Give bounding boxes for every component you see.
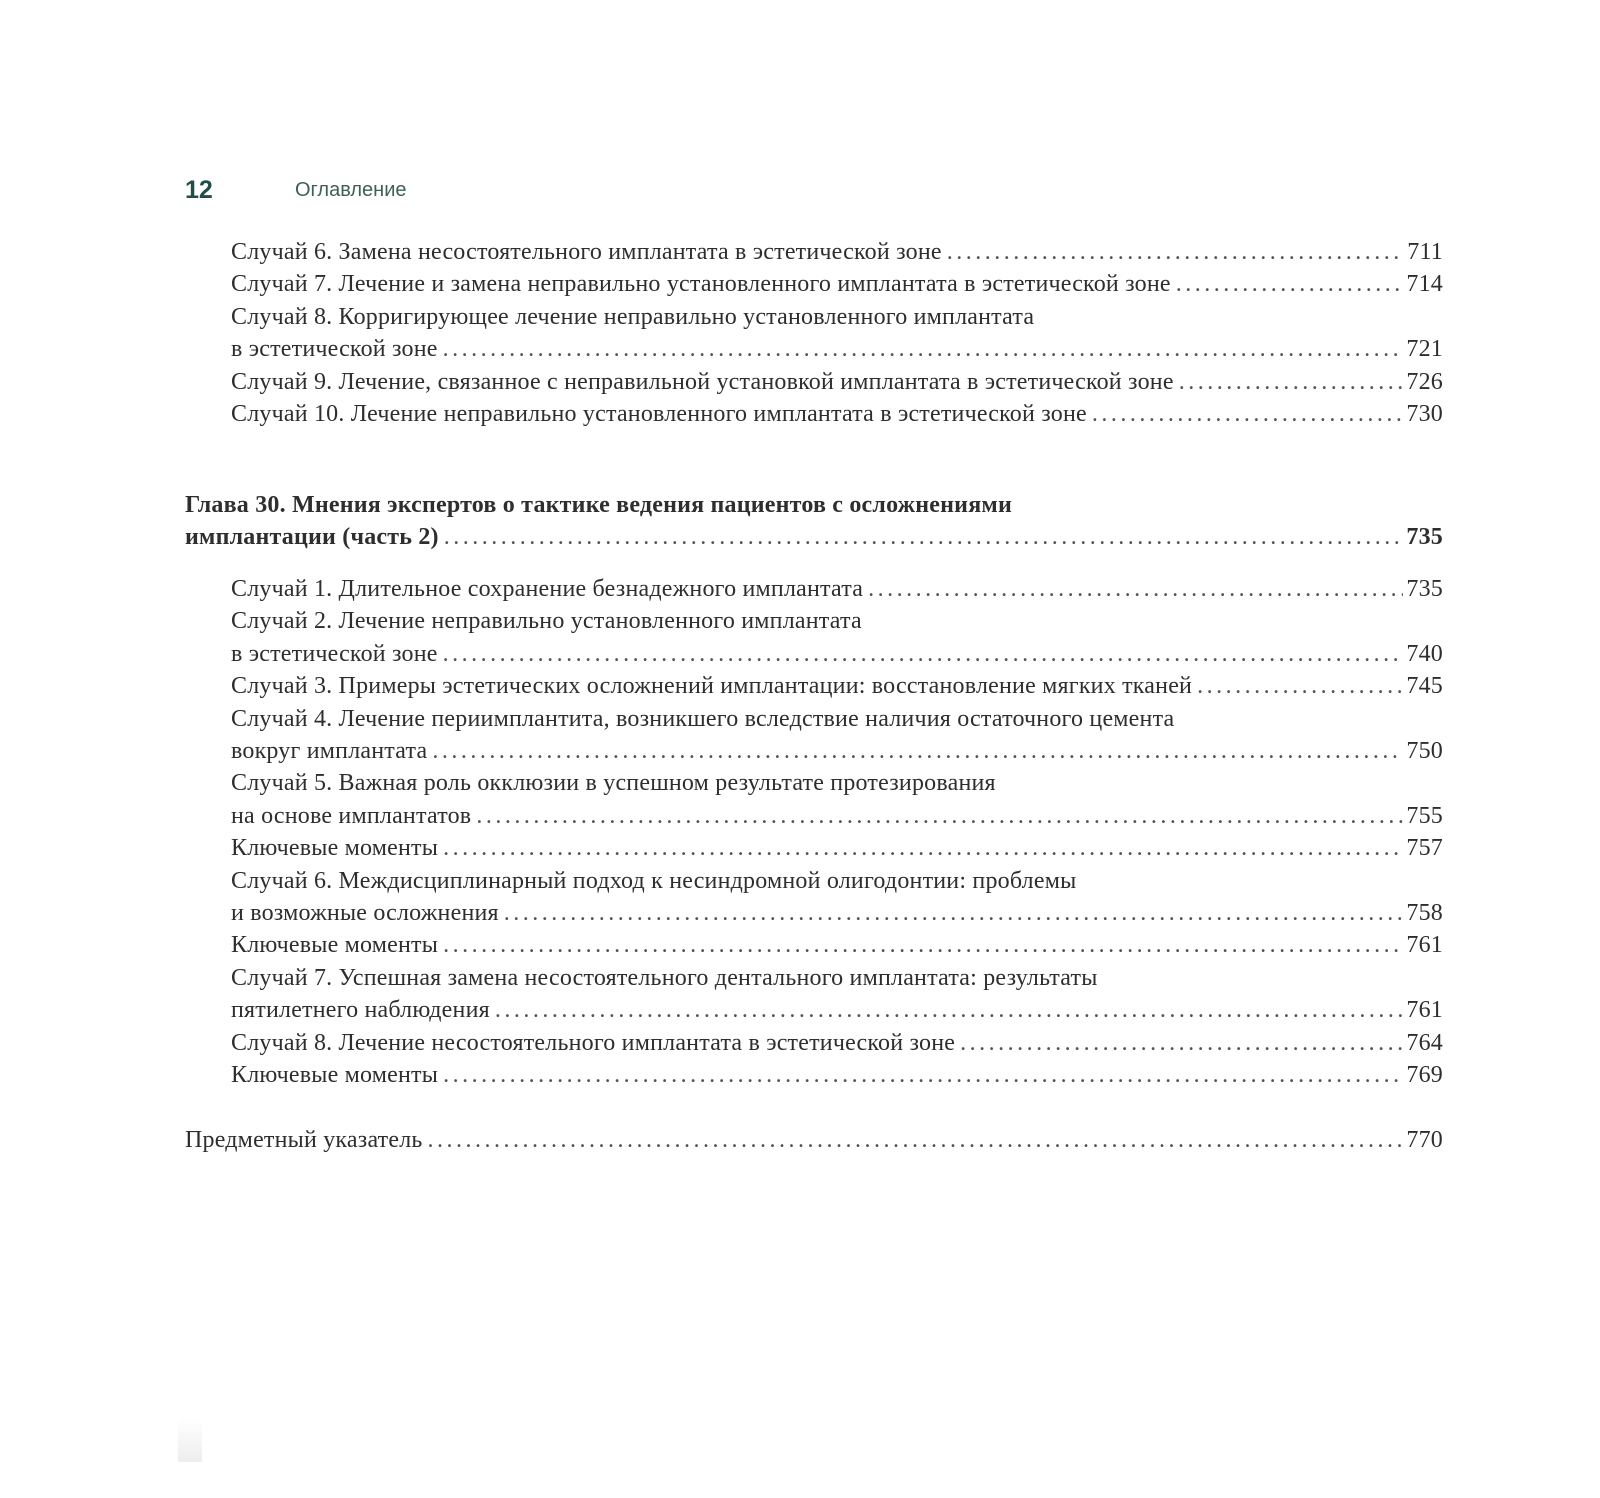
toc-entry-title: Случай 6. Замена несостоятельного имплантата в эстетической зоне	[231, 239, 942, 265]
toc-entry-title: пятилетнего наблюдения	[231, 997, 490, 1024]
toc-index	[185, 1124, 1443, 1156]
dot-leader	[947, 236, 1405, 268]
toc-entry-title: Случай 7. Лечение и замена неправильно установленного имплантата в эстетической зоне	[231, 271, 1171, 298]
dot-leader	[444, 521, 1404, 553]
toc-page-number: 750	[1406, 738, 1443, 765]
toc-entry[interactable]	[185, 573, 1443, 605]
dot-leader	[495, 994, 1404, 1026]
chapter-title-line1: Глава 30. Мнения экспертов о тактике ведения пациентов с осложнениями	[185, 492, 1012, 518]
dot-leader	[1092, 398, 1404, 430]
toc-entry[interactable]	[185, 767, 1443, 832]
toc-entry-title-line1: Случай 7. Успешная замена несостоятельного дентального имплантата: результаты	[231, 964, 1098, 991]
toc-page-number: 730	[1406, 401, 1443, 428]
toc-entry[interactable]	[185, 929, 1443, 961]
toc-entry[interactable]	[185, 1059, 1443, 1091]
toc-page-number: 755	[1406, 802, 1443, 829]
toc-group-1	[185, 236, 1443, 430]
dot-leader	[443, 832, 1403, 864]
chapter-entry[interactable]	[185, 489, 1443, 554]
toc-page-number: 758	[1406, 900, 1443, 927]
toc-entry[interactable]	[185, 865, 1443, 930]
toc-entry[interactable]	[185, 1027, 1443, 1059]
toc-page-number: 721	[1406, 336, 1443, 363]
toc-page-number: 745	[1406, 673, 1443, 700]
running-head	[185, 176, 785, 210]
page-number: 12	[185, 176, 213, 204]
toc-entry-title-line1: Случай 4. Лечение периимплантита, возникшего вследствие наличия остаточного цемента	[231, 705, 1175, 732]
dot-leader	[443, 333, 1404, 365]
toc-entry-title: Ключевые моменты	[231, 1062, 439, 1089]
toc-entry-title: Ключевые моменты	[231, 932, 439, 959]
toc-entry[interactable]	[185, 268, 1443, 300]
toc-entry[interactable]	[185, 832, 1443, 864]
toc-entry-title-line1: Случай 2. Лечение неправильно установленного имплантата	[231, 608, 862, 635]
dot-leader	[868, 573, 1403, 605]
section-title: Оглавление	[295, 179, 407, 201]
toc-page-number: 769	[1406, 1062, 1443, 1089]
toc-page-number: 711	[1407, 239, 1443, 265]
toc-group-2	[185, 573, 1443, 1092]
toc-page-number: 764	[1406, 1029, 1443, 1056]
dot-leader	[443, 1059, 1403, 1091]
dot-leader	[1197, 670, 1403, 702]
toc-entry[interactable]	[185, 236, 1443, 268]
toc-page-number: 726	[1406, 368, 1443, 395]
toc-entry[interactable]	[185, 670, 1443, 702]
toc-entry-title: Случай 10. Лечение неправильно установленного имплантата в эстетической зоне	[231, 401, 1087, 428]
toc-entry-title-line1: Случай 8. Корригирующее лечение неправильно установленного имплантата	[231, 303, 1035, 330]
dot-leader	[476, 800, 1403, 832]
toc-entry-title-line1: Случай 5. Важная роль окклюзии в успешном результате протезирования	[231, 770, 996, 797]
toc-page-number: 770	[1406, 1127, 1443, 1153]
toc-page-number: 761	[1406, 997, 1443, 1024]
toc-entry-title: на основе имплантатов	[231, 802, 472, 829]
toc-entry[interactable]	[185, 398, 1443, 430]
toc-entry-title: Ключевые моменты	[231, 835, 439, 862]
index-title: Предметный указатель	[185, 1127, 423, 1153]
toc-page-number: 714	[1406, 271, 1443, 298]
dot-leader	[443, 929, 1403, 961]
toc-entry-title-line1: Случай 6. Междисциплинарный подход к несиндромной олигодонтии: проблемы	[231, 867, 1077, 894]
dot-leader	[443, 638, 1404, 670]
dot-leader	[960, 1027, 1403, 1059]
toc-entry-title: вокруг имплантата	[231, 738, 428, 765]
toc-entry[interactable]	[185, 605, 1443, 670]
toc-entry[interactable]	[185, 962, 1443, 1027]
toc-page-number: 735	[1406, 576, 1443, 602]
dot-leader	[428, 1124, 1404, 1156]
index-entry[interactable]	[185, 1124, 1443, 1156]
toc-page-number: 761	[1406, 932, 1443, 959]
toc-entry-title: Случай 9. Лечение, связанное с неправильной установкой имплантата в эстетической зоне	[231, 368, 1174, 395]
toc-entry[interactable]	[185, 301, 1443, 366]
toc-page-number: 757	[1406, 835, 1443, 862]
toc-entry[interactable]	[185, 366, 1443, 398]
toc-entry-title: Случай 3. Примеры эстетических осложнений имплантации: восстановление мягких тканей	[231, 673, 1193, 700]
toc-entry-title: Случай 1. Длительное сохранение безнадежного имплантата	[231, 576, 864, 602]
toc-entry-title: в эстетической зоне	[231, 336, 438, 363]
dot-leader	[504, 897, 1404, 929]
toc-page-number: 735	[1406, 524, 1443, 551]
page-corner-mark	[178, 1418, 202, 1462]
toc-page-number: 740	[1406, 640, 1443, 667]
toc-entry-title: в эстетической зоне	[231, 640, 438, 667]
toc-entry-title: и возможные осложнения	[231, 900, 499, 927]
toc-chapter-30	[185, 489, 1443, 554]
dot-leader	[432, 735, 1403, 767]
chapter-title: имплантации (часть 2)	[185, 524, 439, 551]
dot-leader	[1179, 366, 1404, 398]
toc-entry-title: Случай 8. Лечение несостоятельного имплантата в эстетической зоне	[231, 1029, 956, 1056]
toc-entry[interactable]	[185, 703, 1443, 768]
dot-leader	[1176, 268, 1404, 300]
